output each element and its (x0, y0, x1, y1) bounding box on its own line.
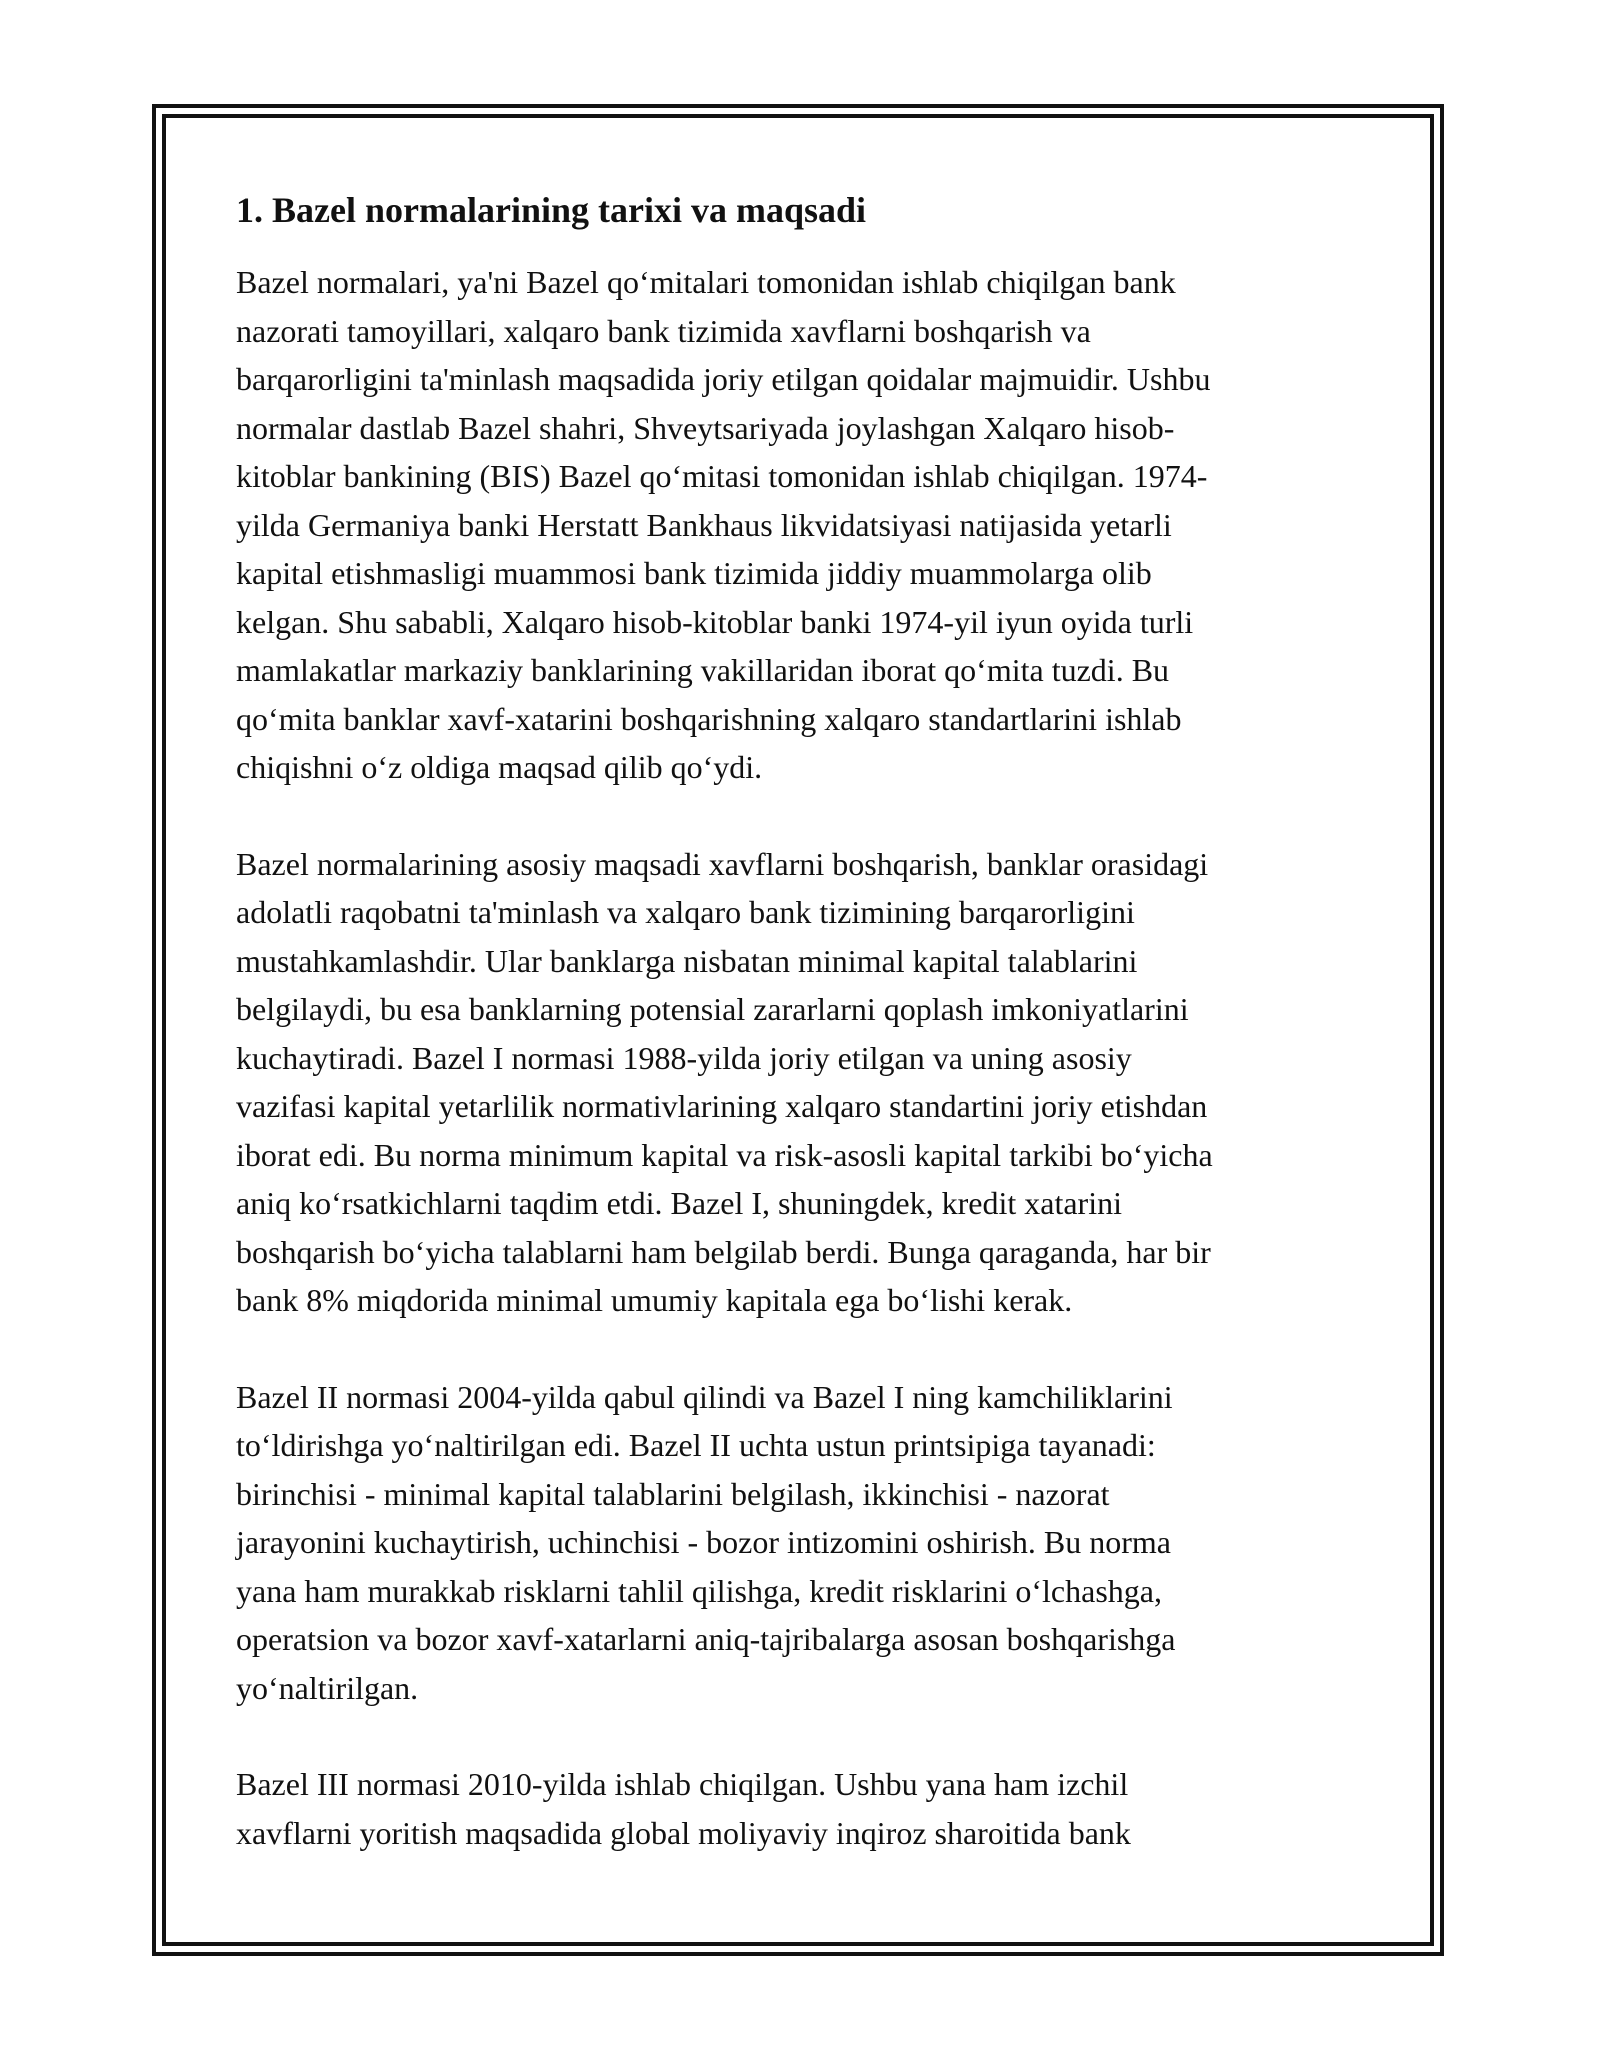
text-line: adolatli raqobatni ta'minlash va xalqaro bank tizimining barqarorligini (236, 894, 1135, 930)
text-line: nazorati tamoyillari, xalqaro bank tizimida xavflarni boshqarish va (236, 312, 1091, 349)
paragraph-purpose (236, 840, 1366, 1325)
text-line: vazifasi kapital yetarlilik normativlarining xalqaro standartini joriy etishdan (236, 1088, 1208, 1124)
text-line: bank 8% miqdorida minimal umumiy kapitala ega bo‘lishi kerak. (236, 1282, 1073, 1318)
text-line: Bazel III normasi 2010-yilda ishlab chiqilgan. Ushbu yana ham izchil (236, 1766, 1129, 1802)
text-line: normalar dastlab Bazel shahri, Shveytsariyada joylashgan Xalqaro hisob- (236, 409, 1175, 446)
text-line: kelgan. Shu sababli, Xalqaro hisob-kitoblar banki 1974-yil iyun oyida turli (236, 603, 1194, 640)
text-line: xavflarni yoritish maqsadida global moliyaviy inqiroz sharoitida bank (236, 1814, 1131, 1851)
text-line: Bazel normalari, ya'ni Bazel qo‘mitalari tomonidan ishlab chiqilgan bank (236, 264, 1176, 300)
text-line: aniq ko‘rsatkichlarni taqdim etdi. Bazel I, shuningdek, kredit xatarini (236, 1185, 1122, 1221)
paragraph-history (236, 258, 1366, 792)
text-line: belgilaydi, bu esa banklarning potensial zararlarni qoplash imkoniyatlarini (236, 991, 1189, 1027)
text-line: birinchisi - minimal kapital talablarini belgilash, ikkinchisi - nazorat (236, 1475, 1110, 1512)
text-line: kuchaytiradi. Bazel I normasi 1988-yilda joriy etilgan va uning asosiy (236, 1039, 1132, 1076)
text-line: qo‘mita banklar xavf-xatarini boshqarishning xalqaro standartlarini ishlab (236, 700, 1182, 737)
text-line: yilda Germaniya banki Herstatt Bankhaus likvidatsiyasi natijasida yetarli (236, 506, 1172, 543)
text-line: chiqishni o‘z oldiga maqsad qilib qo‘ydi. (236, 749, 763, 785)
text-line: iborat edi. Bu norma minimum kapital va risk-asosli kapital tarkibi bo‘yicha (236, 1136, 1213, 1173)
document-content (236, 186, 1366, 1905)
text-line: to‘ldirishga yo‘naltirilgan edi. Bazel II uchta ustun printsipiga tayanadi: (236, 1427, 1156, 1463)
section-heading: 1. Bazel normalarining tarixi va maqsadi (236, 190, 866, 230)
text-line: boshqarish bo‘yicha talablarni ham belgilab berdi. Bunga qaraganda, har bir (236, 1233, 1211, 1270)
text-line: barqarorligini ta'minlash maqsadida joriy etilgan qoidalar majmuidir. Ushbu (236, 361, 1211, 397)
text-line: kapital etishmasligi muammosi bank tizimida jiddiy muammolarga olib (236, 555, 1152, 591)
paragraph-basel-ii (236, 1373, 1366, 1713)
text-line: yana ham murakkab risklarni tahlil qilishga, kredit risklarini o‘lchashga, (236, 1572, 1162, 1609)
text-line: yo‘naltirilgan. (236, 1669, 419, 1706)
text-line: kitoblar bankining (BIS) Bazel qo‘mitasi tomonidan ishlab chiqilgan. 1974- (236, 458, 1208, 494)
text-line: mustahkamlashdir. Ular banklarga nisbatan minimal kapital talablarini (236, 942, 1138, 979)
text-line: operatsion va bozor xavf-xatarlarni aniq-tajribalarga asosan boshqarishga (236, 1621, 1176, 1657)
text-line: Bazel II normasi 2004-yilda qabul qilindi va Bazel I ning kamchiliklarini (236, 1378, 1173, 1415)
text-line: Bazel normalarining asosiy maqsadi xavflarni boshqarish, banklar orasidagi (236, 845, 1209, 882)
paragraph-basel-iii (236, 1760, 1366, 1857)
text-line: mamlakatlar markaziy banklarining vakillaridan iborat qo‘mita tuzdi. Bu (236, 652, 1170, 688)
text-line: jarayonini kuchaytirish, uchinchisi - bozor intizomini oshirish. Bu norma (236, 1524, 1171, 1560)
